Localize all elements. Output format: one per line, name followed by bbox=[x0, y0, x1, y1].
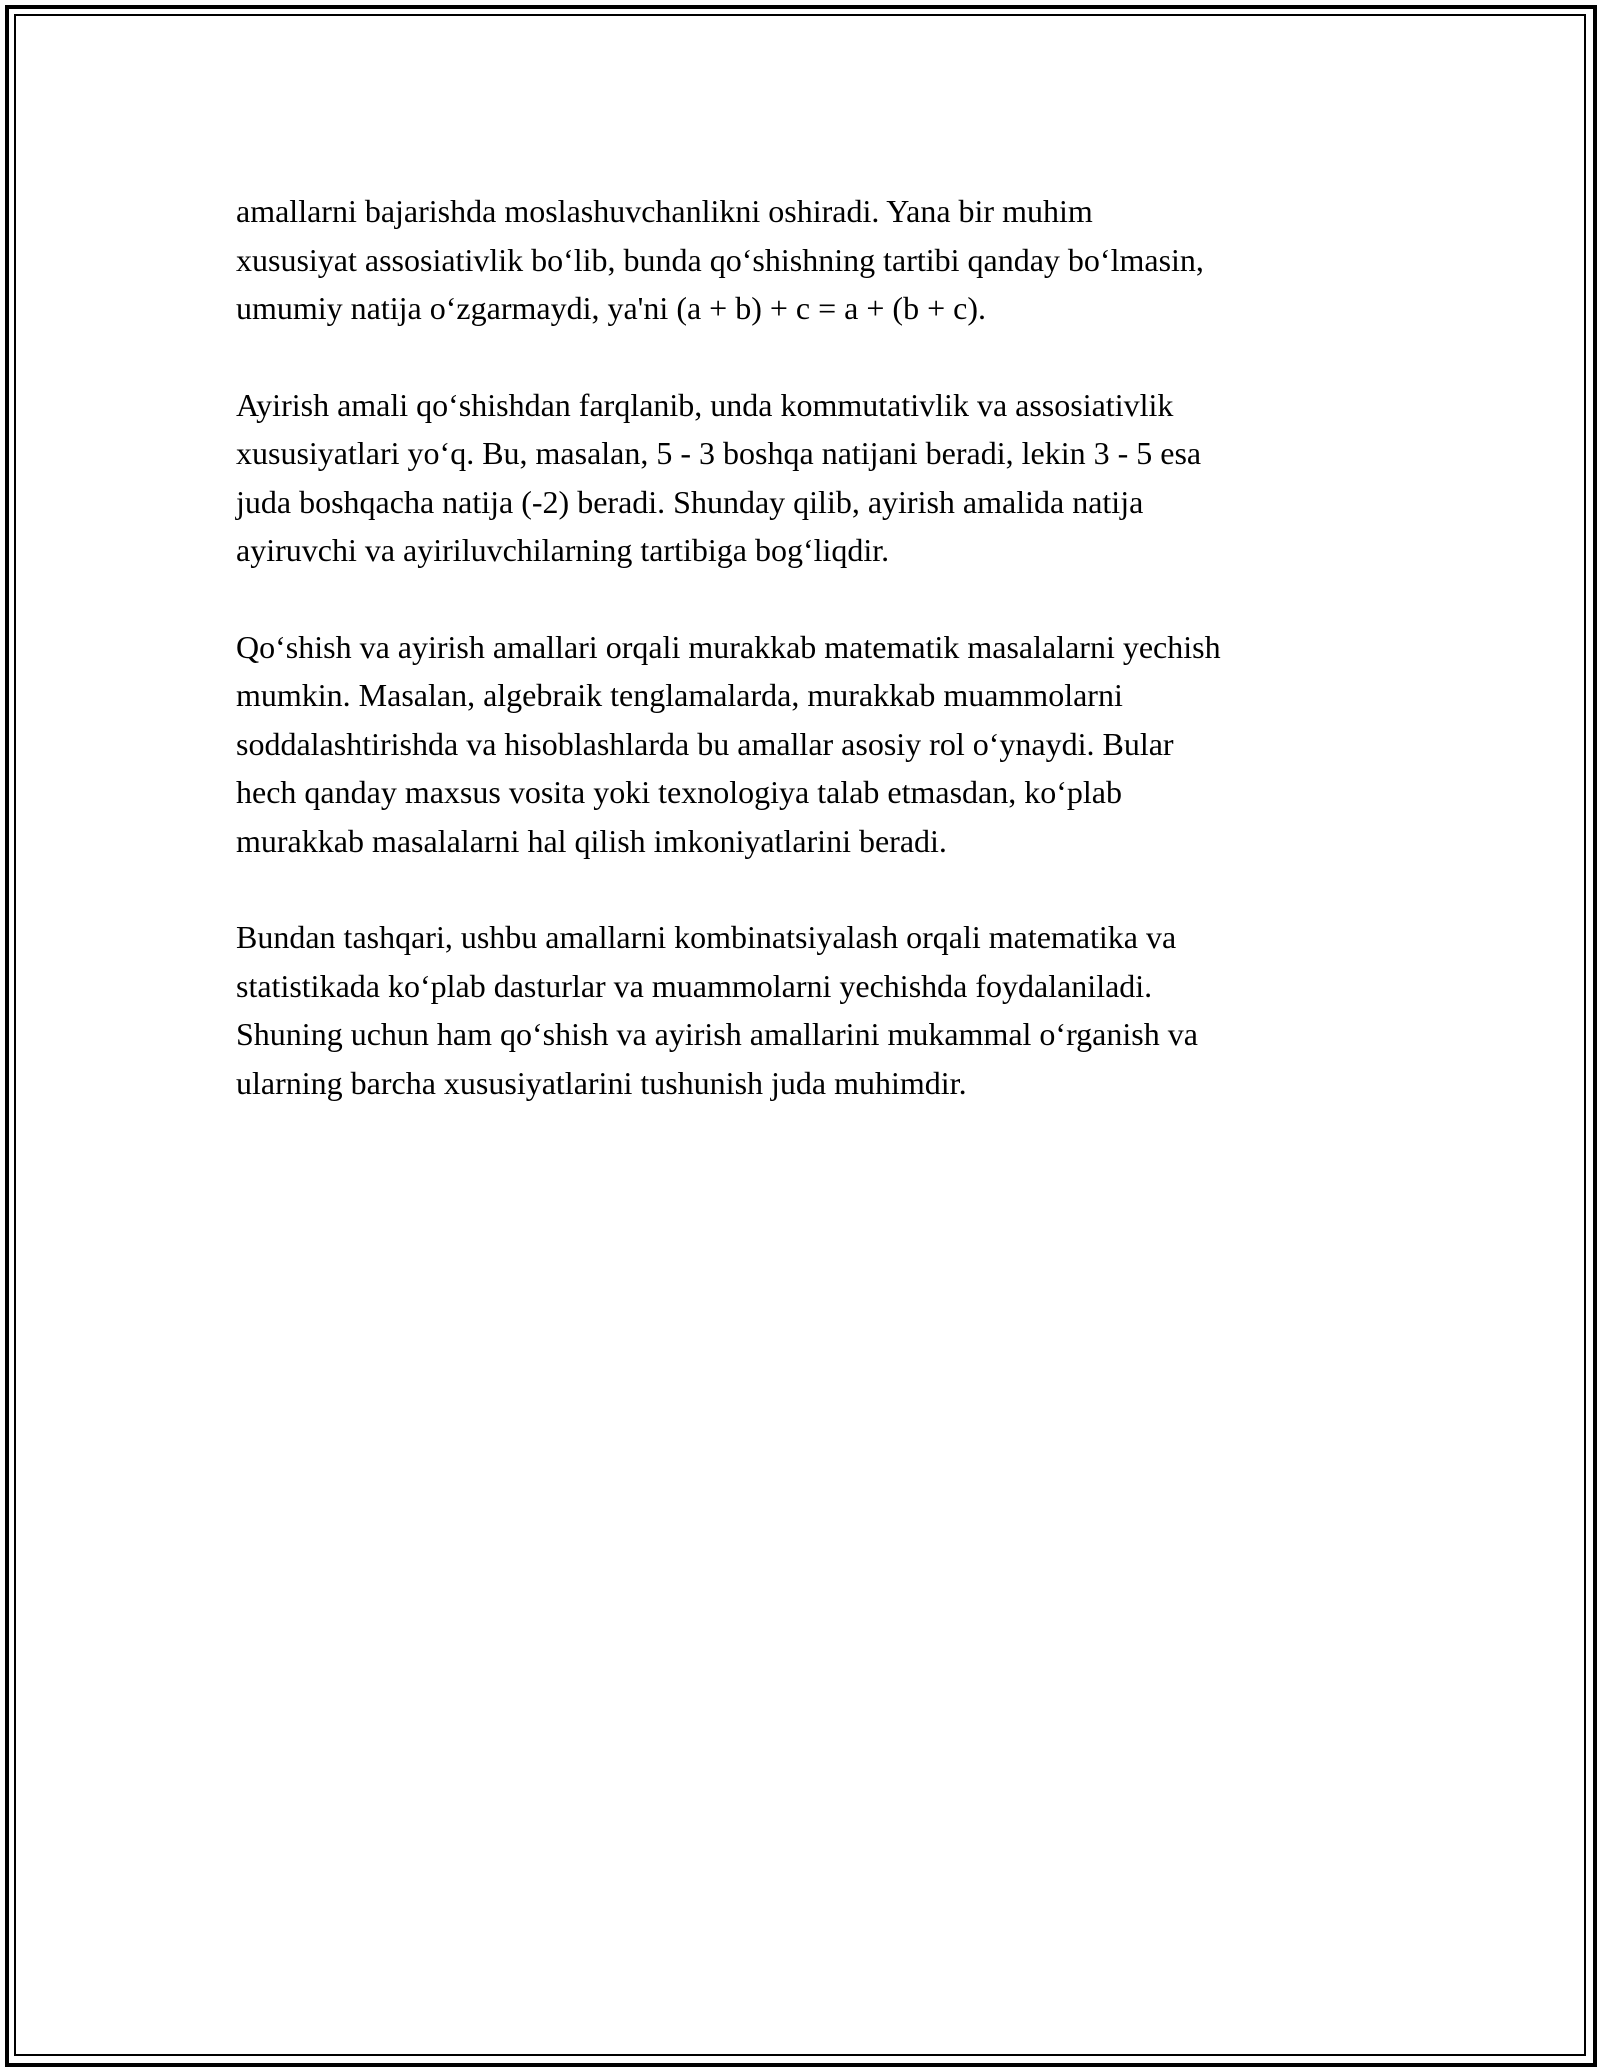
text-line: soddalashtirishda va hisoblashlarda bu amallar asosiy rol o‘ynaydi. Bular bbox=[236, 725, 1174, 762]
document-body bbox=[236, 187, 1396, 1155]
text-line: Shuning uchun ham qo‘shish va ayirish amallarini mukammal o‘rganish va bbox=[236, 1016, 1198, 1052]
paragraph-1 bbox=[236, 187, 1396, 333]
text-line: ayiruvchi va ayiriluvchilarning tartibiga bog‘liqdir. bbox=[236, 532, 890, 568]
text-line: Ayirish amali qo‘shishdan farqlanib, unda kommutativlik va assosiativlik bbox=[236, 386, 1174, 423]
text-line: hech qanday maxsus vosita yoki texnologiya talab etmasdan, ko‘plab bbox=[236, 774, 1122, 810]
text-line: xususiyatlari yo‘q. Bu, masalan, 5 - 3 boshqa natijani beradi, lekin 3 - 5 esa bbox=[236, 435, 1202, 471]
text-line: juda boshqacha natija (-2) beradi. Shunday qilib, ayirish amalida natija bbox=[236, 483, 1144, 520]
text-line: Qo‘shish va ayirish amallari orqali murakkab matematik masalalarni yechish bbox=[236, 628, 1221, 665]
text-line: mumkin. Masalan, algebraik tenglamalarda, murakkab muammolarni bbox=[236, 677, 1123, 713]
text-line: statistikada ko‘plab dasturlar va muammolarni yechishda foydalaniladi. bbox=[236, 967, 1153, 1004]
text-line: umumiy natija o‘zgarmaydi, ya'ni (a + b) + c = a + (b + c). bbox=[236, 290, 986, 326]
text-line: amallarni bajarishda moslashuvchanlikni oshiradi. Yana bir muhim bbox=[236, 193, 1093, 229]
paragraph-3 bbox=[236, 623, 1396, 866]
paragraph-2 bbox=[236, 381, 1396, 575]
text-line: xususiyat assosiativlik bo‘lib, bunda qo‘shishning tartibi qanday bo‘lmasin, bbox=[236, 241, 1204, 278]
text-line: Bundan tashqari, ushbu amallarni kombinatsiyalash orqali matematika va bbox=[236, 919, 1177, 955]
text-line: murakkab masalalarni hal qilish imkoniyatlarini beradi. bbox=[236, 822, 947, 859]
text-line: ularning barcha xususiyatlarini tushunish juda muhimdir. bbox=[236, 1064, 967, 1101]
paragraph-4 bbox=[236, 913, 1396, 1107]
